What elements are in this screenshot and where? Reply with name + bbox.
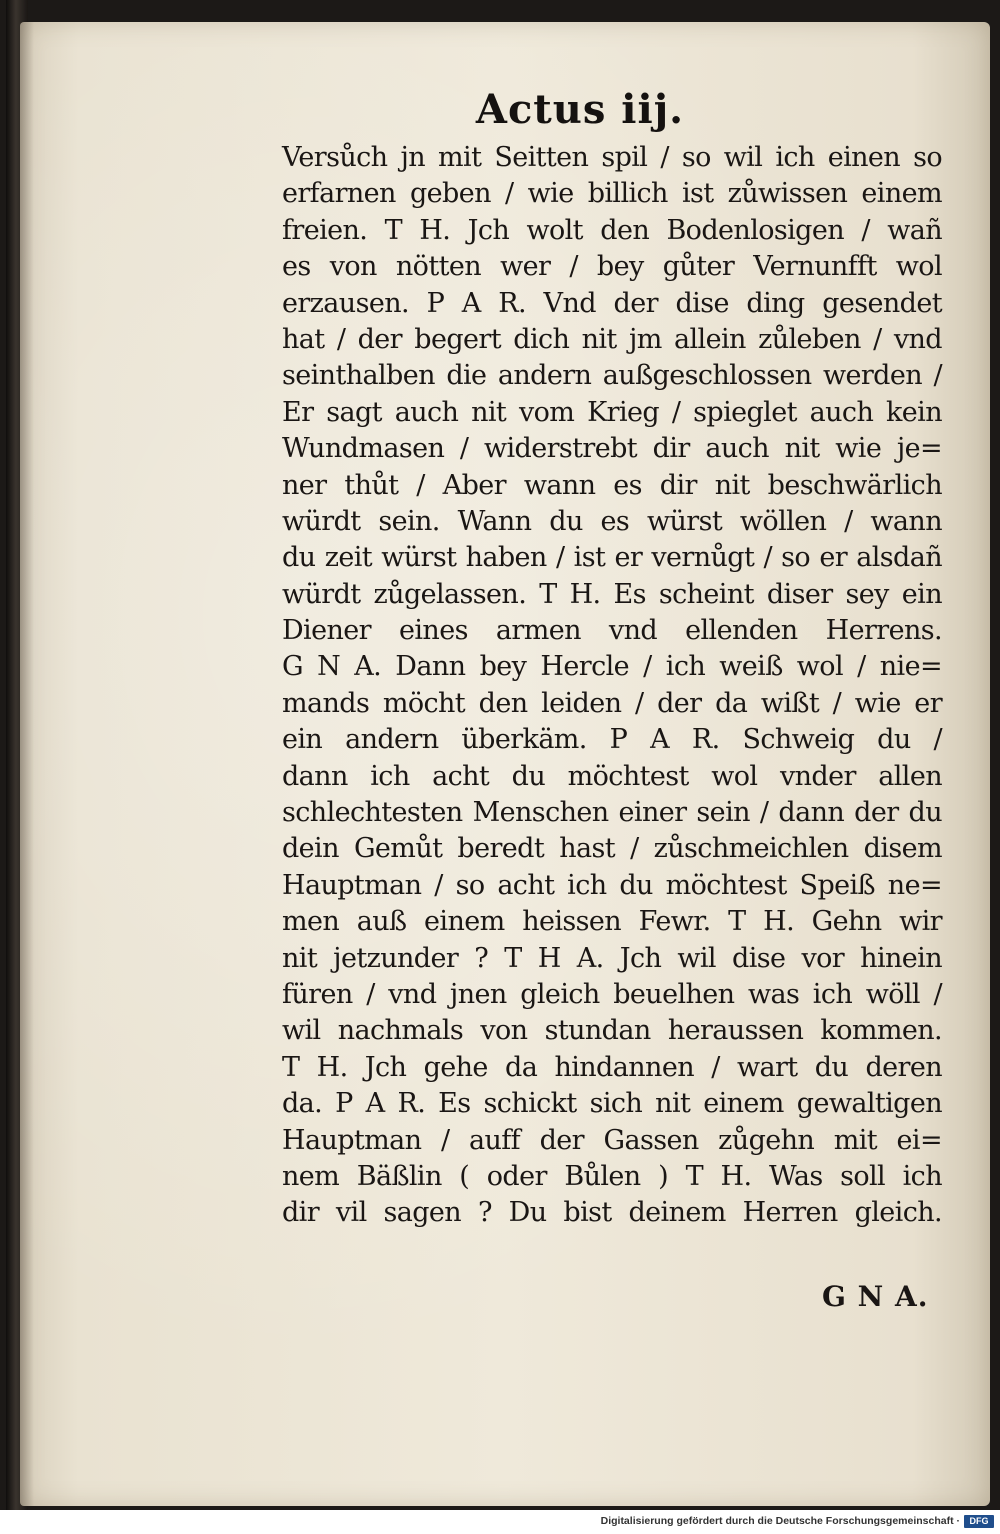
- text-line: men auß einem heissen Fewr. T H. Gehn wir: [282, 906, 942, 938]
- text-line: freien. T H. Jch wolt den Bodenlosigen / wañ: [282, 214, 942, 246]
- funding-credit: Digitalisierung gefördert durch die Deutsche Forschungsgemeinschaft ·: [600, 1515, 960, 1527]
- text-line: es von nötten wer / bey gůter Vernunfft wol: [282, 251, 942, 283]
- text-line: Wundmasen / widerstrebt dir auch nit wie je=: [282, 433, 942, 465]
- text-line: T H. Jch gehe da hindannen / wart du deren: [282, 1051, 942, 1083]
- text-line: Hauptman / so acht ich du möchtest Speiß ne=: [282, 869, 942, 901]
- text-line: dir vil sagen ? Du bist deinem Herren gleich.: [282, 1197, 942, 1229]
- text-line: Er sagt auch nit vom Krieg / spieglet auch kein: [282, 396, 942, 428]
- text-line: du zeit würst haben / ist er vernůgt / so er alsdañ: [282, 542, 942, 574]
- text-line: dein Gemůt beredt hast / zůschmeichlen disem: [282, 833, 942, 865]
- gutter-shadow: [20, 22, 34, 1506]
- text-line: dann ich acht du möchtest wol vnder allen: [282, 760, 942, 792]
- text-line: da. P A R. Es schickt sich nit einem gewaltigen: [282, 1088, 942, 1120]
- text-line: nit jetzunder ? T H A. Jch wil dise vor hinein: [282, 942, 942, 974]
- text-line: würdt sein. Wann du es würst wöllen / wann: [282, 505, 942, 537]
- text-line: Hauptman / auff der Gassen zůgehn mit ei=: [282, 1124, 942, 1156]
- text-line: Versůch jn mit Seitten spil / so wil ich einen so: [282, 142, 942, 173]
- catchword: G N A.: [822, 1280, 929, 1313]
- text-line: erfarnen geben / wie billich ist zůwissen einem: [282, 178, 942, 210]
- text-line: ein andern überkäm. P A R. Schweig du /: [282, 724, 942, 756]
- text-line: wil nachmals von stundan heraussen kommen.: [282, 1015, 942, 1047]
- text-line: G N A. Dann bey Hercle / ich weiß wol / nie=: [282, 651, 942, 683]
- body-text: [282, 140, 942, 1232]
- text-line: erzausen. P A R. Vnd der dise ding gesendet: [282, 287, 942, 319]
- text-line: seinthalben die andern außgeschlossen werden /: [282, 360, 942, 392]
- footer-bar: [0, 1510, 1000, 1534]
- text-line: mands möcht den leiden / der da wißt / wie er: [282, 687, 942, 719]
- text-line: nem Bäßlin ( oder Bůlen ) T H. Was soll ich: [282, 1160, 942, 1192]
- text-line: würdt zůgelassen. T H. Es scheint diser sey ein: [282, 578, 942, 610]
- running-head: Actus iij.: [475, 86, 685, 133]
- dfg-logo-icon: DFG: [964, 1515, 994, 1528]
- text-line: hat / der begert dich nit jm allein zůleben / vnd: [282, 323, 942, 355]
- text-line: Diener eines armen vnd ellenden Herrens.: [282, 615, 942, 647]
- text-line: schlechtesten Menschen einer sein / dann der du: [282, 797, 942, 829]
- text-line: füren / vnd jnen gleich beuelhen was ich wöll /: [282, 978, 942, 1010]
- text-line: ner thůt / Aber wann es dir nit beschwärlich: [282, 469, 942, 501]
